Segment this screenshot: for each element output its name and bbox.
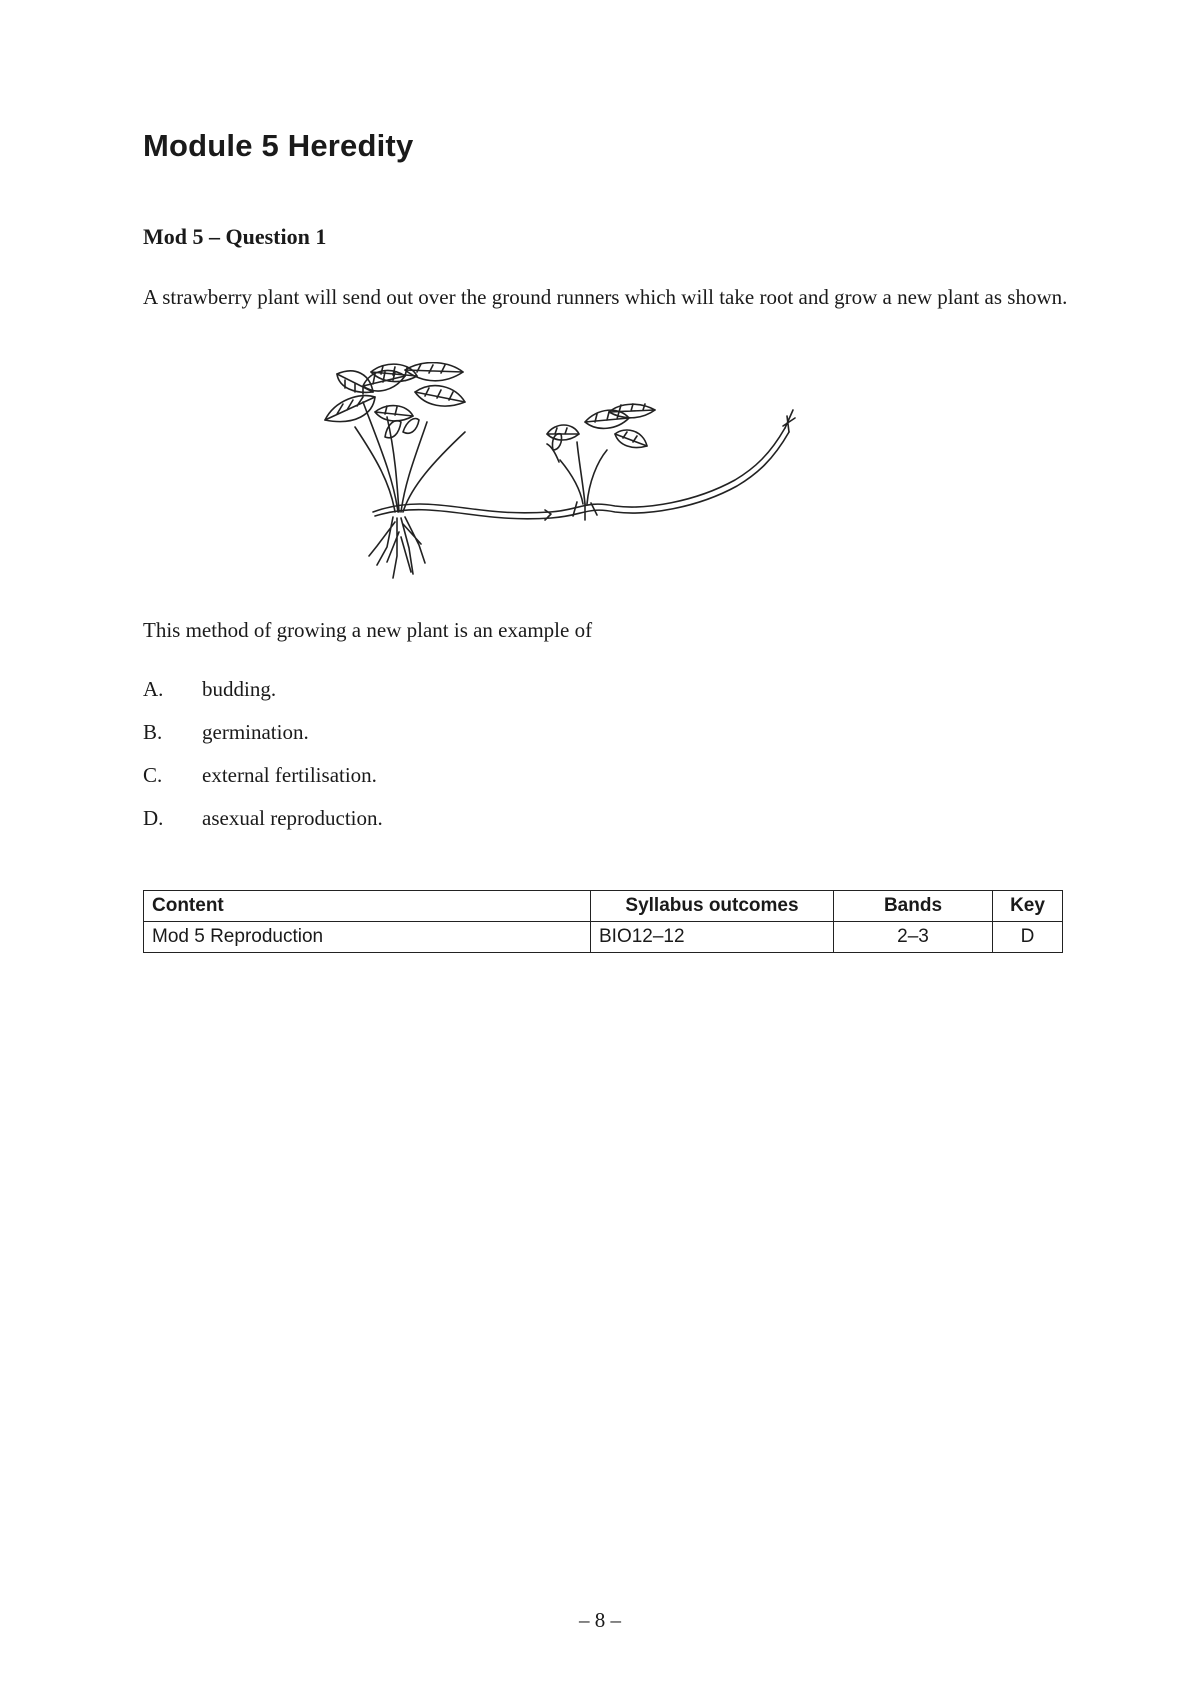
option-letter: D. (143, 806, 164, 830)
marking-info-table (143, 890, 1063, 953)
cell-syllabus-outcomes: BIO12–12 (591, 922, 834, 953)
answer-options (143, 676, 383, 848)
main-plant-leaves (325, 363, 465, 438)
header-syllabus-outcomes: Syllabus outcomes (591, 891, 834, 922)
option-letter: B. (143, 720, 163, 744)
cell-key: D (993, 922, 1063, 953)
table-row (144, 922, 1063, 953)
header-key: Key (993, 891, 1063, 922)
cell-bands: 2–3 (834, 922, 993, 953)
header-content: Content (144, 891, 591, 922)
question-stem: A strawberry plant will send out over the ground runners which will take root and grow a new plant as shown. (143, 285, 1068, 309)
table-header-row (144, 891, 1063, 922)
module-title: Module 5 Heredity (143, 128, 414, 163)
cell-content: Mod 5 Reproduction (144, 922, 591, 953)
option-letter: C. (143, 763, 163, 787)
question-heading: Mod 5 – Question 1 (143, 224, 327, 249)
option-text: germination. (202, 720, 309, 744)
header-bands: Bands (834, 891, 993, 922)
option-text: asexual reproduction. (202, 806, 383, 830)
option-d[interactable] (143, 805, 383, 848)
small-plant-leaves (547, 404, 655, 520)
option-c[interactable] (143, 762, 383, 805)
option-letter: A. (143, 677, 164, 701)
option-b[interactable] (143, 719, 383, 762)
question-prompt: This method of growing a new plant is an example of (143, 618, 593, 642)
option-a[interactable] (143, 676, 383, 719)
page-number: – 8 – (579, 1608, 621, 1632)
option-text: external fertilisation. (202, 763, 377, 787)
option-text: budding. (202, 677, 277, 701)
strawberry-plant-runner-illustration (315, 362, 815, 584)
